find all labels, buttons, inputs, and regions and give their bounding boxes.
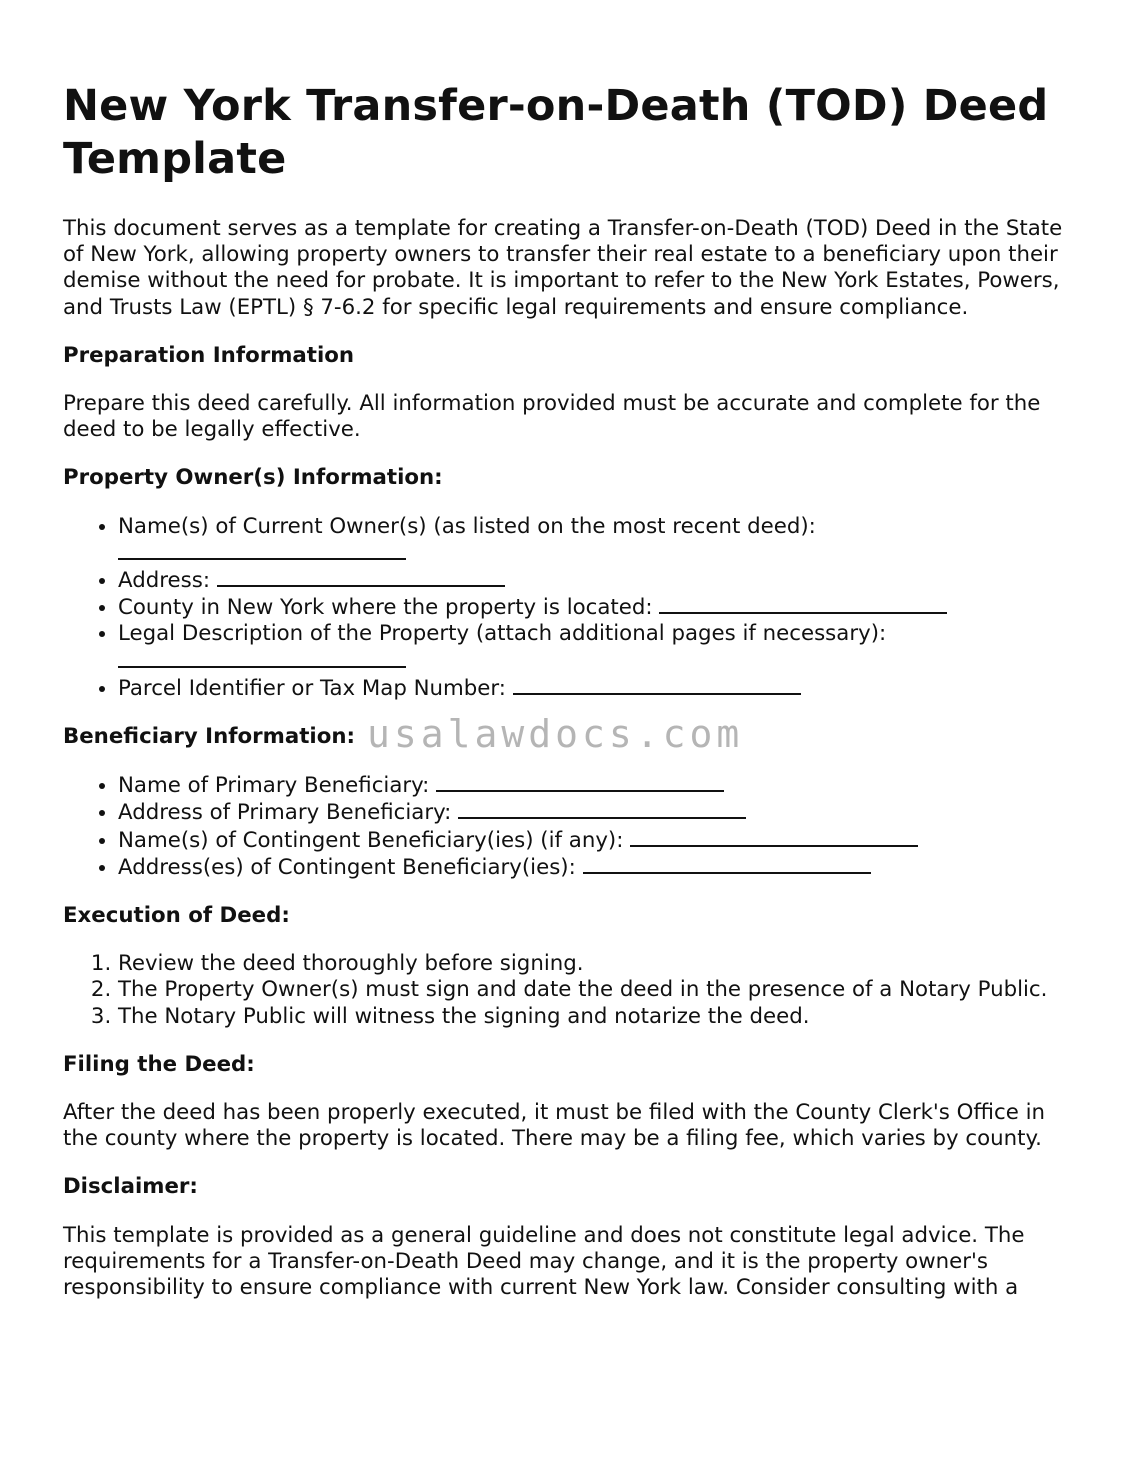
legal-description-blank[interactable] bbox=[118, 648, 406, 668]
owners-list bbox=[63, 514, 1063, 702]
list-item bbox=[118, 567, 1063, 594]
list-item bbox=[118, 854, 1063, 881]
list-item bbox=[118, 772, 1063, 799]
beneficiary-heading: Beneficiary Information: bbox=[63, 724, 356, 750]
preparation-text: Prepare this deed carefully. All information provided must be accurate and complete for the deed to be legally effective. bbox=[63, 391, 1041, 443]
list-item bbox=[118, 675, 1063, 702]
document-page bbox=[63, 80, 1063, 1323]
county-blank[interactable] bbox=[659, 594, 947, 614]
list-item bbox=[118, 827, 1063, 854]
list-item bbox=[118, 594, 1063, 621]
list-item bbox=[118, 621, 1063, 674]
contingent-beneficiary-name-label: Name(s) of Contingent Beneficiary(ies) (if any): bbox=[118, 827, 624, 853]
primary-beneficiary-name-label: Name of Primary Beneficiary: bbox=[118, 773, 430, 799]
execution-steps bbox=[63, 951, 1063, 1030]
beneficiary-list bbox=[63, 772, 1063, 881]
owner-address-label: Address: bbox=[118, 568, 210, 594]
list-item bbox=[118, 799, 1063, 826]
parcel-blank[interactable] bbox=[513, 675, 801, 695]
filing-text: After the deed has been properly executed, it must be filed with the County Clerk's Office in the county where the property is located. There may be a filing fee, which varies by county. bbox=[63, 1100, 1045, 1152]
page-title: New York Transfer-on-Death (TOD) Deed Template bbox=[63, 81, 1049, 184]
legal-description-label: Legal Description of the Property (attach additional pages if necessary): bbox=[118, 621, 887, 647]
contingent-beneficiary-name-blank[interactable] bbox=[630, 827, 918, 847]
list-item: 3. The Notary Public will witness the signing and notarize the deed. bbox=[118, 1004, 1063, 1030]
disclaimer-text: This template is provided as a general guideline and does not constitute legal advice. The requirements for a Transfer-on-Death Deed may change, and it is the property owner's responsibility to ensure compliance with current New York law. Consider consulting with a bbox=[63, 1222, 1025, 1301]
contingent-beneficiary-address-blank[interactable] bbox=[583, 854, 871, 874]
list-item: 1. Review the deed thoroughly before signing. bbox=[118, 951, 1063, 977]
watermark: usalawdocs.com bbox=[367, 712, 744, 756]
owners-heading: Property Owner(s) Information: bbox=[63, 465, 443, 491]
filing-heading: Filing the Deed: bbox=[63, 1051, 255, 1077]
list-item: 2. The Property Owner(s) must sign and date the deed in the presence of a Notary Public. bbox=[118, 977, 1063, 1003]
owner-address-blank[interactable] bbox=[217, 567, 505, 587]
primary-beneficiary-address-label: Address of Primary Beneficiary: bbox=[118, 800, 452, 826]
owner-name-label: Name(s) of Current Owner(s) (as listed on the most recent deed): bbox=[118, 513, 816, 539]
primary-beneficiary-address-blank[interactable] bbox=[458, 799, 746, 819]
intro-paragraph: This document serves as a template for creating a Transfer-on-Death (TOD) Deed in the State of New York, allowing property owners to transfer their real estate to a beneficiary upon their demise without the need for probate. It is important to refer to the New York Estates, Powers, and Trusts Law (EPTL) § 7-6.2 for specific legal requirements and ensure compliance. bbox=[63, 216, 1063, 320]
county-label: County in New York where the property is located: bbox=[118, 595, 653, 621]
preparation-heading: Preparation Information bbox=[63, 342, 355, 368]
contingent-beneficiary-address-label: Address(es) of Contingent Beneficiary(ies): bbox=[118, 854, 576, 880]
parcel-label: Parcel Identifier or Tax Map Number: bbox=[118, 675, 506, 701]
primary-beneficiary-name-blank[interactable] bbox=[436, 772, 724, 792]
list-item bbox=[118, 514, 1063, 567]
execution-heading: Execution of Deed: bbox=[63, 903, 290, 929]
disclaimer-heading: Disclaimer: bbox=[63, 1174, 198, 1200]
owner-name-blank[interactable] bbox=[118, 540, 406, 560]
